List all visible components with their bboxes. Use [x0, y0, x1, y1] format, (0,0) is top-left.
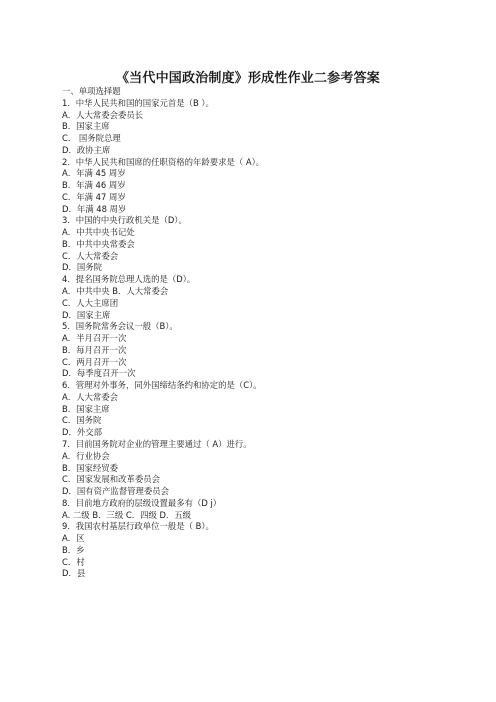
option-line: B．每月召开一次 [62, 344, 127, 355]
option-line: D．国务院 [62, 262, 102, 273]
option-line: B．乡 [62, 544, 85, 555]
option-line: C．村 [62, 556, 85, 567]
question-2: 2．中华人民共和国席的任职资格的年龄要求是（ A）。 [62, 156, 265, 167]
option-line: D．县 [62, 568, 86, 579]
option-line: B．中共中央常委会 [62, 238, 135, 249]
option-line: C．年满 47 周岁 [62, 191, 126, 202]
question-1: 1．中华人民共和国的国家元首是（B ）。 [62, 97, 214, 108]
option-line: C．国家发展和改革委员会 [62, 474, 160, 485]
option-line: A．半月召开一次 [62, 333, 127, 344]
option-line: C．人大主席团 [62, 297, 119, 308]
option-line: B．国家主席 [62, 121, 110, 132]
question-8: 8．目前地方政府的层级设置最多有（D j） [62, 497, 222, 508]
question-6: 6．管理对外事务，同外国缔结条约和协定的是（C）。 [62, 380, 262, 391]
option-line: B．年满 46 周岁 [62, 180, 126, 191]
option-line: A. 二级 B．三级 C．四级 D．五级 [62, 509, 192, 520]
option-line: A．人大常委会 [62, 391, 118, 402]
option-line: A．人大常委会委员长 [62, 109, 144, 120]
option-line: C． 国务院总理 [62, 133, 121, 144]
option-line: D．国有资产监督管理委员会 [62, 486, 169, 497]
option-line: A．区 [62, 533, 85, 544]
question-9: 9．我国农村基层行政单位一般是（ B）。 [62, 521, 214, 532]
option-line: D．政协主席 [62, 144, 111, 155]
option-line: A．中共中央书记处 [62, 227, 135, 238]
option-line: C．人大常委会 [62, 250, 119, 261]
option-line: D．国家主席 [62, 309, 111, 320]
question-7: 7．目前国务院对企业的管理主要通过（ A）进行。 [62, 438, 252, 449]
answer-list [62, 86, 482, 580]
option-line: D．外交部 [62, 427, 102, 438]
option-line: D．年满 48 周岁 [62, 203, 127, 214]
question-5: 5．国务院常务会议一般（B）。 [62, 321, 178, 332]
option-line: A．行业协会 [62, 450, 110, 461]
option-line: A．中共中央 B．人大常委会 [62, 286, 169, 297]
question-3: 3．中国的中央行政机关是（D）。 [62, 215, 187, 226]
option-line: B．国家经贸委 [62, 462, 118, 473]
option-line: B．国家主席 [62, 403, 110, 414]
option-line: C．国务院 [62, 415, 102, 426]
option-line: A．年满 45 周岁 [62, 168, 126, 179]
option-line: D．每季度召开一次 [62, 368, 136, 379]
section-heading: 一、单项选择题 [62, 86, 121, 96]
question-4: 4．提名国务院总理人选的是（D）。 [62, 274, 196, 285]
option-line: C．两月召开一次 [62, 356, 127, 367]
document-title: 《当代中国政治制度》形成性作业二参考答案 [115, 71, 380, 86]
